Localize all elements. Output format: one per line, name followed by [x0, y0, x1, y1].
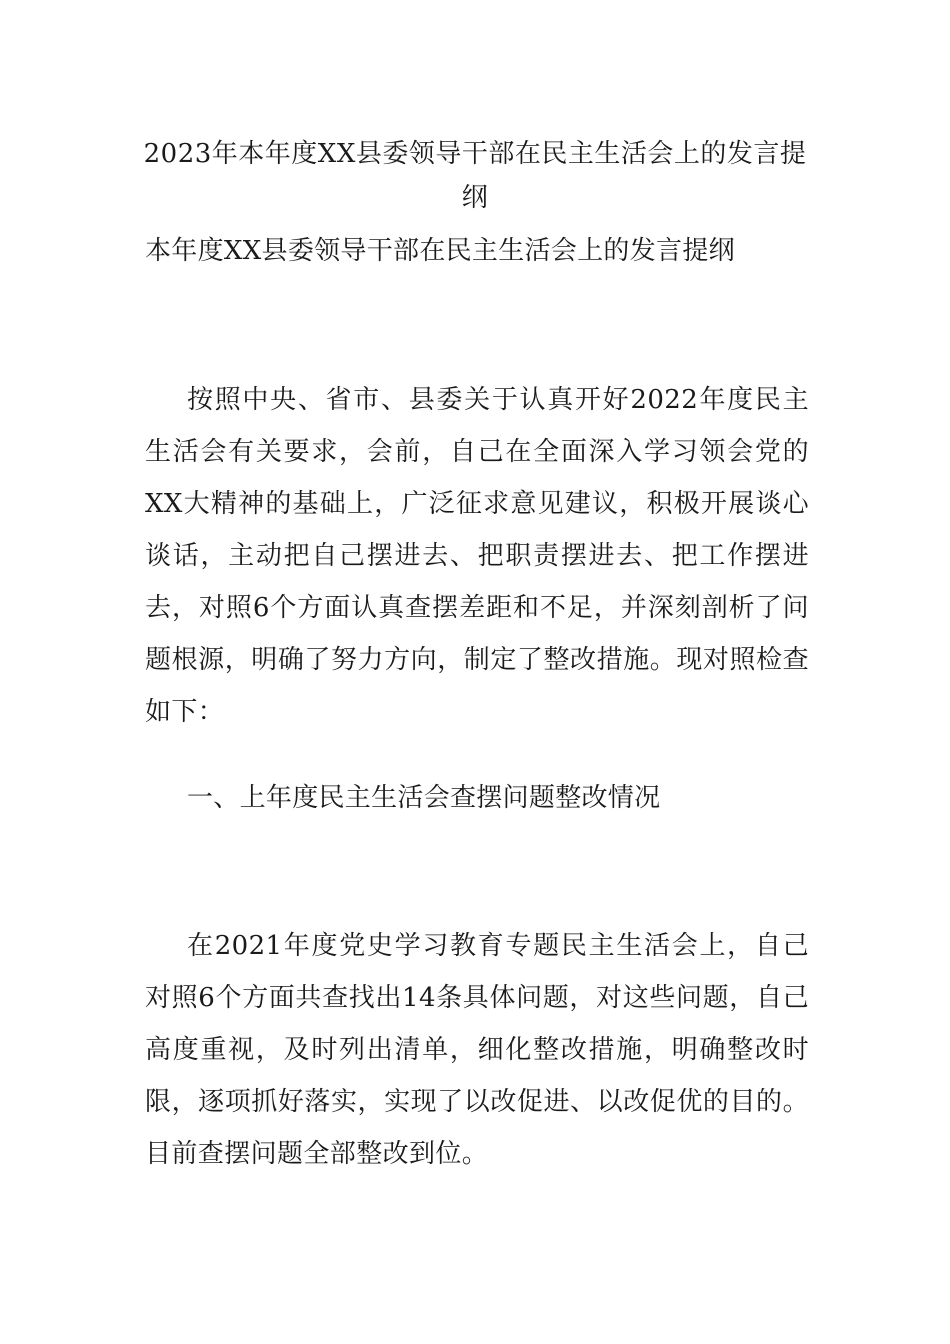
intro-paragraph: 按照中央、省市、县委关于认真开好2022年度民主生活会有关要求，会前，自己在全面深入学习领会党的XX大精神的基础上，广泛征求意见建议，积极开展谈心谈话，主动把自己摆进去、把职责摆进去、把工作摆进去，对照6个方面认真查摆差距和不足，并深刻剖析了问题根源，明确了努力方向，制定了整改措施。现对照检查如下： [145, 385, 809, 727]
document-title: 2023年本年度XX县委领导干部在民主生活会上的发言提纲 [143, 139, 807, 213]
section-heading-1: 一、上年度民主生活会查摆问题整改情况 [187, 783, 661, 813]
section1-paragraph: 在2021年度党史学习教育专题民主生活会上，自己对照6个方面共查找出14条具体问题，对这些问题，自己高度重视，及时列出清单，细化整改措施，明确整改时限，逐项抓好落实，实现了以改促进、以改促优的目的。目前查摆问题全部整改到位。 [145, 931, 809, 1169]
document-subtitle: 本年度XX县委领导干部在民主生活会上的发言提纲 [145, 236, 735, 266]
